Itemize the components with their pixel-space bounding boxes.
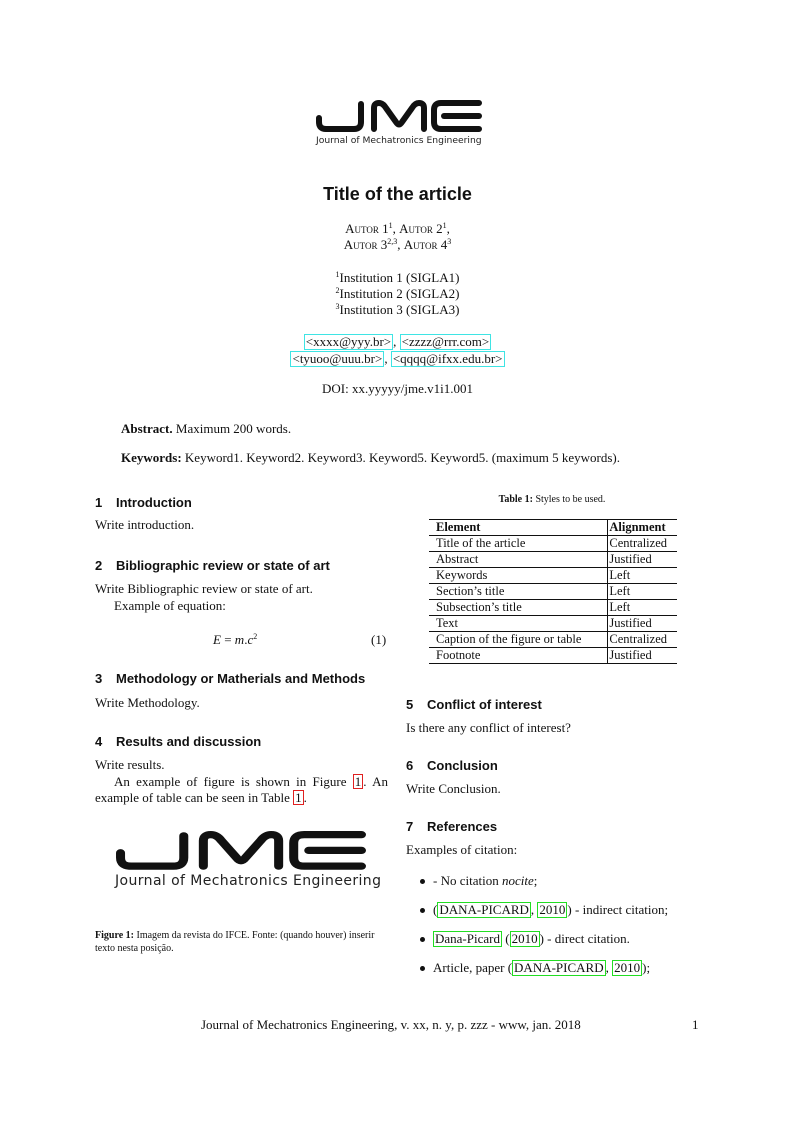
citation-text: - indirect citation;	[571, 902, 669, 917]
references-text: Examples of citation:	[406, 842, 518, 857]
citation-text: - No citation	[433, 873, 502, 888]
section-title: Conflict of interest	[427, 697, 542, 712]
citation-author-link[interactable]: Dana-Picard	[435, 931, 500, 946]
table-cell: Abstract	[436, 552, 479, 566]
authors-line-1: Autor $1^1$, Autor $2^1$,	[345, 221, 450, 236]
citation-text: )	[539, 931, 544, 946]
citation-year-link[interactable]: 2010	[539, 902, 566, 917]
citation-author-link[interactable]: DANA-PICARD	[514, 960, 604, 975]
institution	[0, 270, 795, 286]
section-heading-conclusion	[406, 758, 498, 773]
table-cell: Text	[436, 616, 459, 630]
introduction-text: Write introduction.	[95, 517, 195, 532]
table-row	[429, 648, 677, 664]
page-footer: Journal of Mechatronics Engineering, v. xx, n. y, p. zzz - www, jan. 2018	[201, 1017, 581, 1032]
keywords-text: Keyword1. Keyword2. Keyword3. Keyword5. Keyword5. (maximum 5 keywords).	[184, 450, 620, 465]
citation-item	[406, 902, 696, 931]
institution	[0, 302, 795, 318]
results-text: Write results.	[95, 757, 165, 772]
table-cell: Justified	[608, 552, 677, 568]
institution-sup: 2	[335, 286, 340, 295]
table-cell: Keywords	[436, 568, 488, 582]
section-title: Bibliographic review or state of art	[116, 558, 330, 573]
abstract	[121, 421, 291, 437]
citation-author-link[interactable]: DANA-PICARD	[439, 902, 529, 917]
section-number: 2	[95, 558, 103, 573]
table-cell: Justified	[608, 616, 677, 632]
section-heading-references	[406, 819, 497, 834]
section-title: References	[427, 819, 498, 834]
journal-logo	[314, 100, 484, 146]
citation-text: ,	[605, 960, 613, 975]
jme-logo-mark-icon	[314, 100, 484, 133]
email-link[interactable]: <qqqq@ifxx.edu.br>	[392, 351, 503, 366]
table-row	[429, 632, 677, 648]
author-emails: <xxxx@yyy.br> , <zzzz@rrr.com> <tyuoo@uuu.br> , <qqqq@ifxx.edu.br>	[292, 334, 503, 366]
authors-line-2: Autor 3$^{2,3}$, Autor $4^3$	[343, 237, 452, 252]
table-ref-link[interactable]: 1	[295, 790, 302, 805]
section-title: Results and discussion	[116, 734, 262, 749]
citation-list	[406, 873, 696, 989]
equation-m: m	[234, 632, 245, 647]
citation-item	[406, 960, 696, 989]
email-link[interactable]: <zzzz@rrr.com>	[401, 334, 490, 349]
table-row	[429, 600, 677, 616]
citation-text: ,	[530, 902, 538, 917]
citation-text: ;	[533, 873, 538, 888]
citation-text: Article, paper (	[433, 960, 513, 975]
author-name: Autor 4	[403, 237, 448, 252]
equation-exponent: 2	[253, 632, 258, 641]
methodology-text: Write Methodology.	[95, 695, 200, 710]
email-link[interactable]: <xxxx@yyy.br>	[305, 334, 392, 349]
author-name: Autor 3	[343, 237, 388, 252]
table-cell: Centralized	[608, 632, 677, 648]
affiliation-sup: 2,3	[387, 237, 398, 246]
institution-sup: 3	[335, 302, 340, 311]
citation-text: - direct citation.	[543, 931, 630, 946]
equation-number: (1)	[371, 632, 387, 647]
figure-ref-link[interactable]: 1	[354, 774, 362, 789]
table-header-element: Element	[436, 520, 481, 534]
equation: $E = m.c^2$	[213, 632, 258, 647]
jme-logo-mark-icon	[113, 831, 369, 871]
conclusion-text: Write Conclusion.	[406, 781, 501, 796]
table-1-caption	[407, 494, 697, 505]
keywords	[121, 450, 620, 466]
affiliation-sup: 1	[442, 221, 447, 230]
section-heading-conflict	[406, 697, 542, 712]
conflict-text: Is there any conflict of interest?	[406, 720, 571, 735]
bullet-icon	[420, 937, 425, 942]
institutions	[0, 270, 795, 318]
table-row	[429, 584, 677, 600]
institution-text: Institution 2 (SIGLA2)	[339, 286, 460, 301]
affiliation-sup: 1	[388, 221, 393, 230]
page-number: 1	[692, 1017, 699, 1032]
author-name: Autor 2	[399, 221, 443, 236]
results-para-text: .	[303, 790, 307, 805]
figure-1-caption	[95, 930, 391, 955]
keywords-label: Keywords:	[121, 450, 182, 465]
institution-sup: 1	[335, 270, 340, 279]
section-number: 4	[95, 734, 103, 749]
table-1	[429, 519, 677, 664]
section-number: 3	[95, 671, 103, 686]
citation-italic: nocite	[501, 873, 534, 888]
table-cell: Caption of the figure or table	[436, 632, 582, 646]
institution	[0, 286, 795, 302]
email-link[interactable]: <tyuoo@uuu.br>	[292, 351, 383, 366]
table-caption-text: Styles to be used.	[535, 494, 606, 505]
citation-item	[406, 873, 696, 902]
author-name: Autor 1	[345, 221, 389, 236]
equation-intro-text: Example of equation:	[114, 598, 226, 613]
table-cell: Subsection’s title	[436, 600, 522, 614]
table-header-row	[429, 520, 677, 536]
figure-logo-subtitle: Journal of Mechatronics Engineering	[115, 873, 382, 889]
section-number: 7	[406, 819, 414, 834]
table-cell: Title of the article	[436, 536, 526, 550]
results-para-text: example of table can be seen in Table	[95, 790, 290, 805]
table-row	[429, 616, 677, 632]
table-header-alignment: Alignment	[608, 520, 677, 536]
table-row	[429, 568, 677, 584]
table-cell: Centralized	[608, 536, 677, 552]
results-paragraph	[95, 774, 388, 806]
institution-text: Institution 3 (SIGLA3)	[339, 302, 460, 317]
section-heading-introduction	[95, 495, 192, 510]
bibliographic-review-text: Write Bibliographic review or state of art.	[95, 581, 313, 596]
section-number: 6	[406, 758, 414, 773]
section-title: Conclusion	[427, 758, 498, 773]
logo-subtitle: Journal of Mechatronics Engineering	[316, 135, 482, 146]
figure-caption-text: Imagem da revista do IFCE. Fonte: (quando houver) inserir texto nesta posição.	[95, 930, 375, 954]
abstract-label: Abstract.	[121, 421, 173, 436]
bullet-icon	[420, 879, 425, 884]
results-para-text: An example of figure is shown in Figure	[114, 774, 347, 789]
table-row	[429, 536, 677, 552]
authors	[0, 221, 795, 253]
citation-year-link[interactable]: 2010	[511, 931, 538, 946]
section-heading-bibliographic-review	[95, 558, 330, 573]
section-heading-results	[95, 734, 261, 749]
citation-item	[406, 931, 696, 960]
section-number: 5	[406, 697, 414, 712]
table-caption-label: Table 1:	[498, 494, 533, 505]
equation-lhs: E	[213, 632, 221, 647]
citation-text: (	[501, 931, 510, 946]
styles-table	[429, 519, 677, 664]
abstract-text: Maximum 200 words.	[175, 421, 292, 436]
article-title: Title of the article	[323, 184, 472, 204]
results-para-text: . An	[363, 774, 389, 789]
bullet-icon	[420, 908, 425, 913]
citation-text: );	[642, 960, 651, 975]
citation-text: (	[433, 902, 438, 917]
section-title: Methodology or Matherials and Methods	[116, 671, 366, 686]
table-cell: Section’s title	[436, 584, 505, 598]
table-cell: Left	[608, 568, 677, 584]
citation-text: )	[567, 902, 572, 917]
bullet-icon	[420, 966, 425, 971]
institution-text: Institution 1 (SIGLA1)	[339, 270, 460, 285]
section-heading-methodology	[95, 671, 365, 686]
section-number: 1	[95, 495, 103, 510]
table-cell: Footnote	[436, 648, 481, 662]
table-row	[429, 552, 677, 568]
table-cell: Left	[608, 600, 677, 616]
table-cell: Left	[608, 584, 677, 600]
section-title: Introduction	[116, 495, 192, 510]
equation-c: c	[247, 632, 254, 647]
table-cell: Justified	[608, 648, 677, 664]
affiliation-sup: 3	[447, 237, 452, 246]
citation-year-link[interactable]: 2010	[614, 960, 641, 975]
figure-1-image	[113, 831, 382, 889]
doi: DOI: xx.yyyyy/jme.v1i1.001	[322, 381, 473, 396]
figure-caption-label: Figure 1:	[95, 930, 134, 941]
